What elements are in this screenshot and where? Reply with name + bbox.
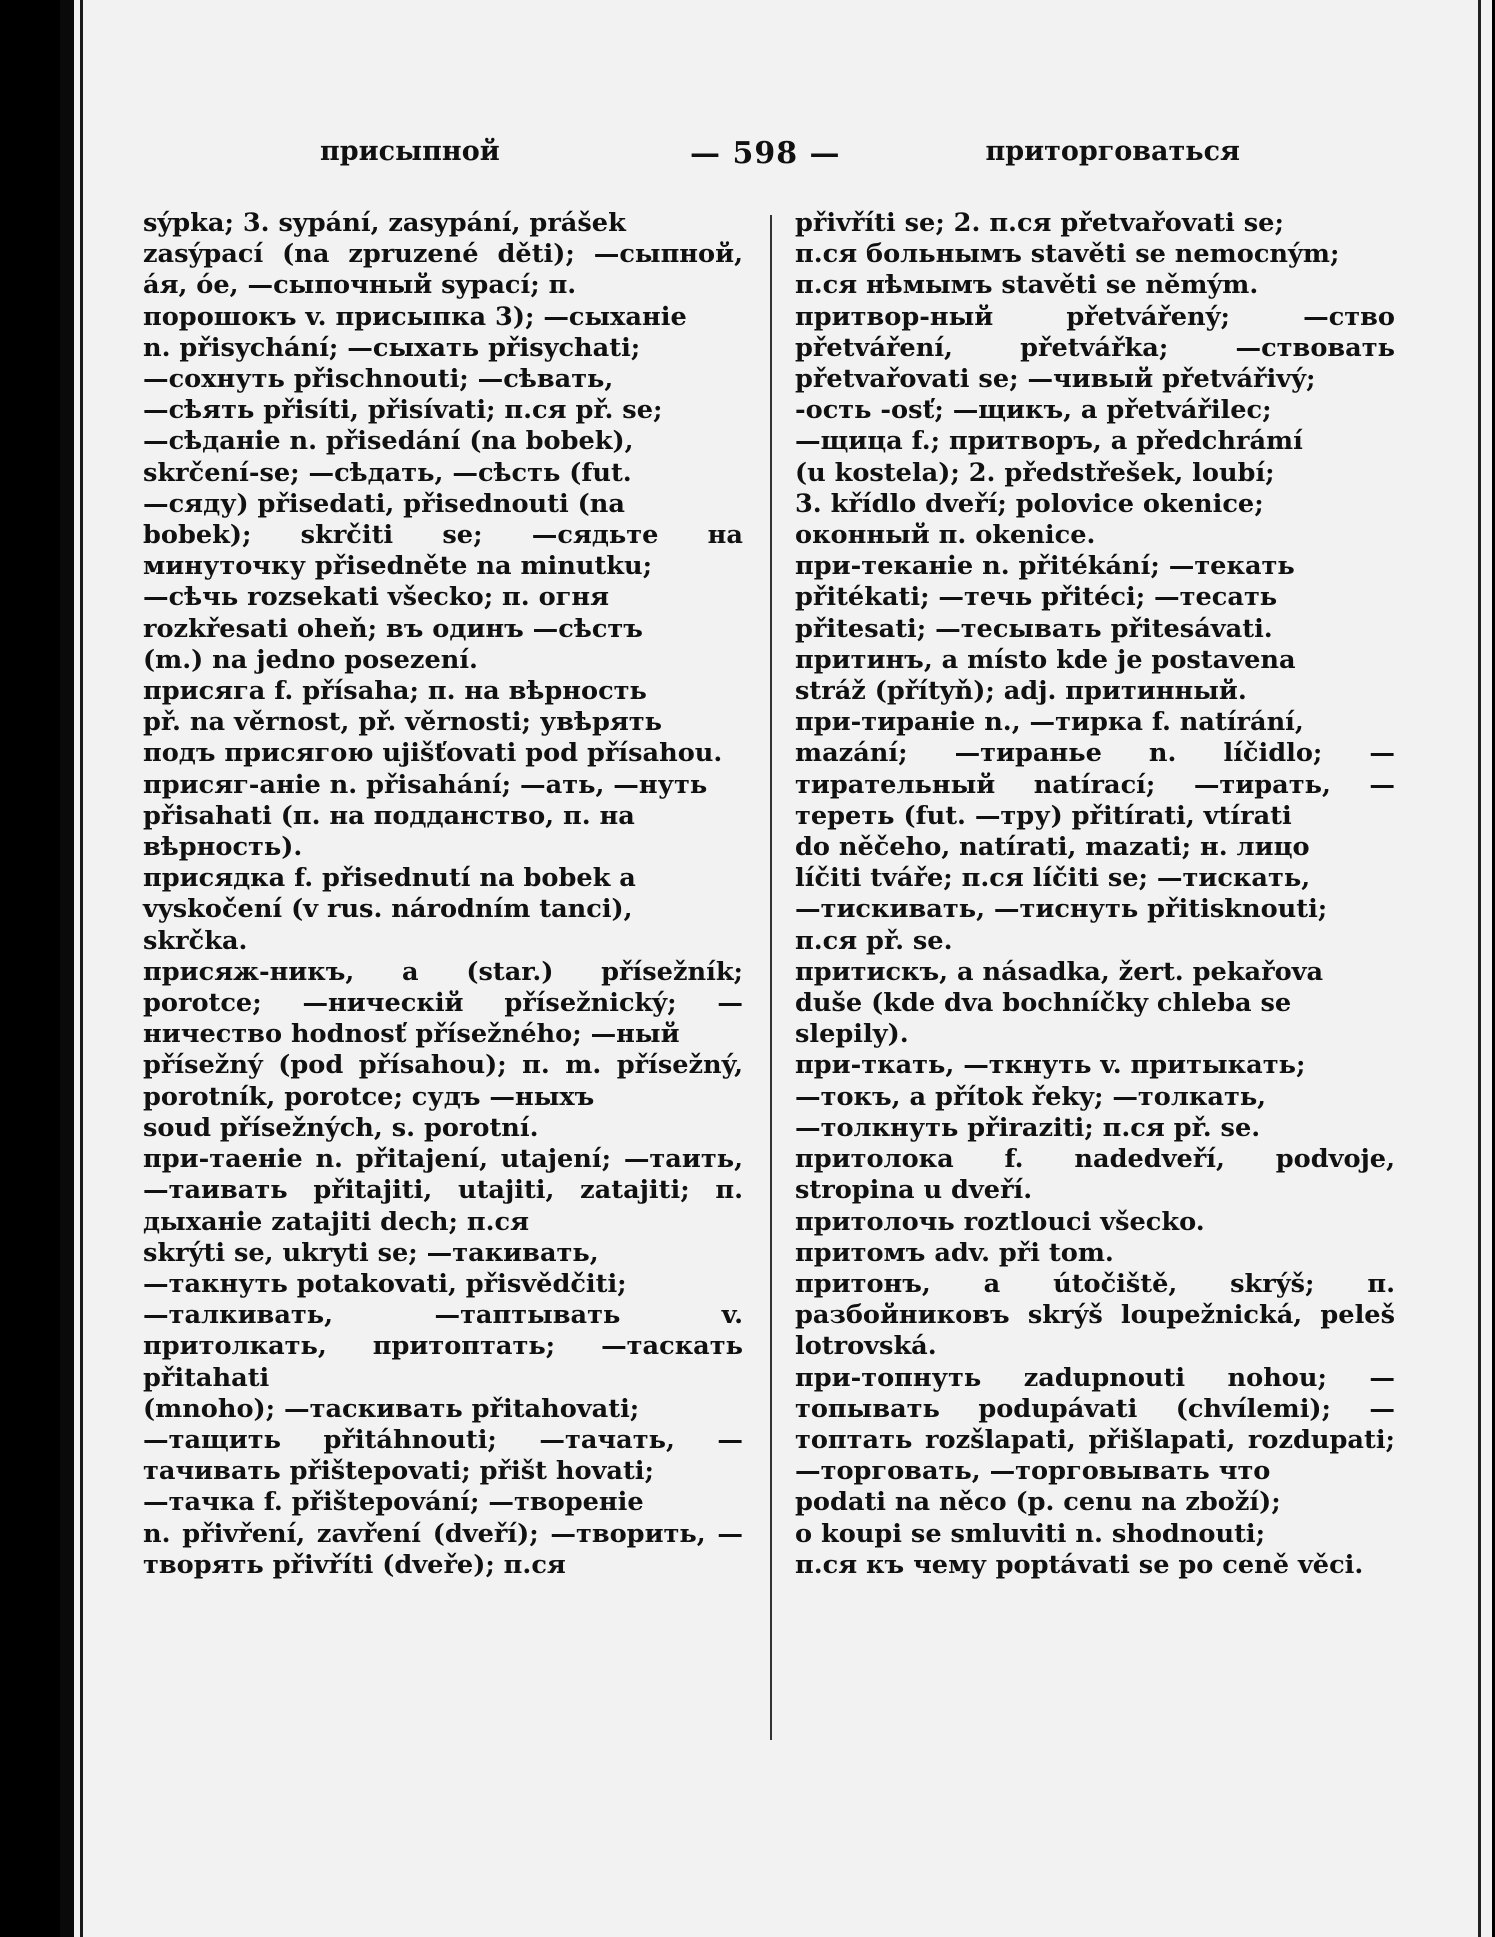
dictionary-text-line: stráž (přítyň); adj. притинный. <box>795 676 1247 707</box>
dictionary-text-line: o koupi se smluviti n. shodnouti; <box>795 1518 1266 1549</box>
dictionary-text-line: притинъ, а místo kde je postavena <box>795 644 1296 675</box>
page-edge <box>60 0 74 1937</box>
dictionary-text-line: оконный п. okenice. <box>795 520 1096 551</box>
dictionary-text-line: притвор-ный přetvářený; —ство přetváření, přetvářka; —ствовать přetvařovati se; —чивый přetvářivý; <box>795 301 1395 395</box>
header-right-word: приторговаться <box>985 136 1240 167</box>
dictionary-text-line: —сохнуть přischnouti; —сѣвать, <box>143 364 614 395</box>
dictionary-text-line: n. přisychání; —сыхать přisychati; <box>143 332 641 363</box>
dictionary-text-line: присяга f. přísaha; п. на вѣрность <box>143 676 647 707</box>
dictionary-text-line: при-теканіе n. přitékání; —текать <box>795 551 1295 582</box>
dictionary-text-line: (u kostela); 2. předstřešek, loubí; <box>795 457 1275 488</box>
dictionary-text-line: —сѣчь rozsekati všecko; п. огня <box>143 582 609 613</box>
dictionary-text-line: přisahati (п. на подданство, п. на <box>143 800 635 831</box>
dictionary-text-line: —толкнуть přiraziti; п.ся př. se. <box>795 1112 1261 1143</box>
dictionary-text-line: порошокъ v. присыпка 3); —сыханіе <box>143 301 687 332</box>
dictionary-text-line: —тащить přitáhnouti; —тачать, —тачивать přištepovati; přišt hovati; <box>143 1424 743 1487</box>
dictionary-text-line: —тачка f. přištepování; —твореніе <box>143 1487 644 1518</box>
dictionary-text-line: mazání; —тиранье n. líčidlo; —тирательный natírací; —тирать, —тереть (fut. —тру) přitírati, vtírati <box>795 738 1395 831</box>
dictionary-text-line: rozkřesati oheň; въ одинъ —сѣстъ <box>143 613 643 644</box>
dictionary-text-line: přitesati; —тесывать přitesávati. <box>795 613 1273 644</box>
dictionary-text-line: присяж-никъ, а (star.) přísežník; porotce; —ническій přísežnický; —ничество hodnosť přísežného; —ный <box>143 956 743 1050</box>
dictionary-text-line: п.ся къ чему poptávati se po ceně věci. <box>795 1549 1364 1580</box>
dictionary-text-line: притискъ, а násadka, žert. pekařova <box>795 956 1324 987</box>
column-divider <box>770 215 772 1740</box>
dictionary-text-line: skrčení-se; —сѣдать, —сѣсть (fut. <box>143 457 632 488</box>
dictionary-text-line: —сѣданіе n. přisedání (na bobek), <box>143 426 634 457</box>
dictionary-text-line: přitékati; —течь přitéci; —тесать <box>795 582 1278 613</box>
dictionary-text-line: —тискивать, —тиснуть přitisknouti; <box>795 894 1328 925</box>
left-column <box>143 208 743 1581</box>
dictionary-text-line: př. na věrnost, př. věrnosti; увѣрять <box>143 707 662 738</box>
dictionary-text-line: при-топнуть zadupnouti nohou; —топывать podupávati (chvílemi); —топтать rozšlapati, přišlapati, rozdupati; —торговать, —торговывать что <box>795 1362 1395 1487</box>
dictionary-text-line: do něčeho, natírati, mazati; н. лицо <box>795 832 1310 863</box>
dictionary-text-line: —щица f.; притворъ, а předchrámí <box>795 426 1303 457</box>
dictionary-text-line: skrčka. <box>143 925 248 956</box>
dictionary-text-line: присяг-аніе n. přisahání; —ать, —нуть <box>143 769 708 800</box>
dictionary-text-line: vyskočení (v rus. národním tanci), <box>143 894 633 925</box>
page-right-edge <box>1478 0 1481 1937</box>
dictionary-text-line: skrýti se, ukryti se; —такивать, <box>143 1237 599 1268</box>
dictionary-text-line: n. přivření, zavření (dveří); —творить, —творять přivříti (dveře); п.ся <box>143 1518 743 1580</box>
dictionary-text-line: притонъ, а útočiště, skrýš; п. разбойниковъ skrýš loupežnická, peleš lotrovská. <box>795 1268 1395 1362</box>
dictionary-text-line: —сѣять přisíti, přisívati; п.ся př. se; <box>143 395 663 426</box>
dictionary-text-line: —талкивать, —таптывать v. притолкать, притоптать; —таскать přitahati <box>143 1300 743 1393</box>
dictionary-text-line: при-таеніе n. přitajení, utajení; —таить, —таивать přitajiti, utajiti, zatajiti; п. дыханіе zatajiti dech; п.ся <box>143 1144 743 1237</box>
dictionary-text-line: —токъ, а přítok řeky; —толкать, <box>795 1081 1267 1112</box>
page-number: — 598 — <box>690 136 841 171</box>
dictionary-text-line: притомъ adv. při tom. <box>795 1237 1114 1268</box>
dictionary-text-line: —такнуть potakovati, přisvědčiti; <box>143 1268 627 1299</box>
dictionary-text-line: при-тираніе n., —тирка f. natírání, <box>795 707 1304 738</box>
dictionary-text-line: podati na něco (p. cenu na zboží); <box>795 1487 1281 1518</box>
dictionary-text-line: sýpka; 3. sypání, zasypání, prášek <box>143 208 626 238</box>
dictionary-text-line: вѣрность). <box>143 832 303 863</box>
dictionary-text-line: притолочь roztlouci všecko. <box>795 1206 1205 1237</box>
dictionary-text-line: bobek); skrčiti se; —сядьте на минуточку přisedněte na minutku; <box>143 520 743 582</box>
dictionary-text-line: (mnoho); —таскивать přitahovati; <box>143 1393 640 1424</box>
page-edge-inner <box>80 0 83 1937</box>
dictionary-text-line: присядка f. přisednutí na bobek a <box>143 863 636 894</box>
dictionary-text-line: duše (kde dva bochníčky chleba se <box>795 988 1292 1019</box>
dictionary-text-line: líčiti tváře; п.ся líčiti se; —тискать, <box>795 863 1311 894</box>
running-header <box>150 136 1390 176</box>
dictionary-text-line: soud přísežných, s. porotní. <box>143 1112 539 1143</box>
dictionary-text-line: slepily). <box>795 1019 909 1050</box>
dictionary-text-line: 3. křídlo dveří; polovice okenice; <box>795 488 1264 519</box>
header-left-word: присыпной <box>320 136 500 167</box>
dictionary-text-line: п.ся нѣмымъ stavěti se němým. <box>795 270 1259 301</box>
dictionary-text-line: přivříti se; 2. п.ся přetvařovati se; <box>795 208 1284 238</box>
dictionary-text-line: п.ся больнымъ stavěti se nemocným; <box>795 239 1340 270</box>
dictionary-text-line: при-ткать, —ткнуть v. притыкать; <box>795 1050 1306 1081</box>
dictionary-text-line: -ость -osť; —щикъ, а přetvářilec; <box>795 395 1272 426</box>
dictionary-text-line: притолока f. nadedveří, podvoje, stropina u dveří. <box>795 1144 1395 1206</box>
dictionary-text-line: п.ся př. se. <box>795 925 953 956</box>
dictionary-text-line: (m.) na jedno posezení. <box>143 644 478 675</box>
dictionary-text-line: —сяду) přisedati, přisednouti (na <box>143 488 625 519</box>
right-column <box>795 208 1395 1581</box>
dictionary-text-line: подъ присягою ujišťovati pod přísahou. <box>143 738 723 769</box>
dictionary-text-line: přísežný (pod přísahou); п. m. přísežný, porotník, porotce; судъ —ныхъ <box>143 1050 743 1112</box>
dictionary-text-line: zasýpací (na zpruzené děti); —сыпной, áя, óе, —сыпочный sypací; п. <box>143 239 743 301</box>
